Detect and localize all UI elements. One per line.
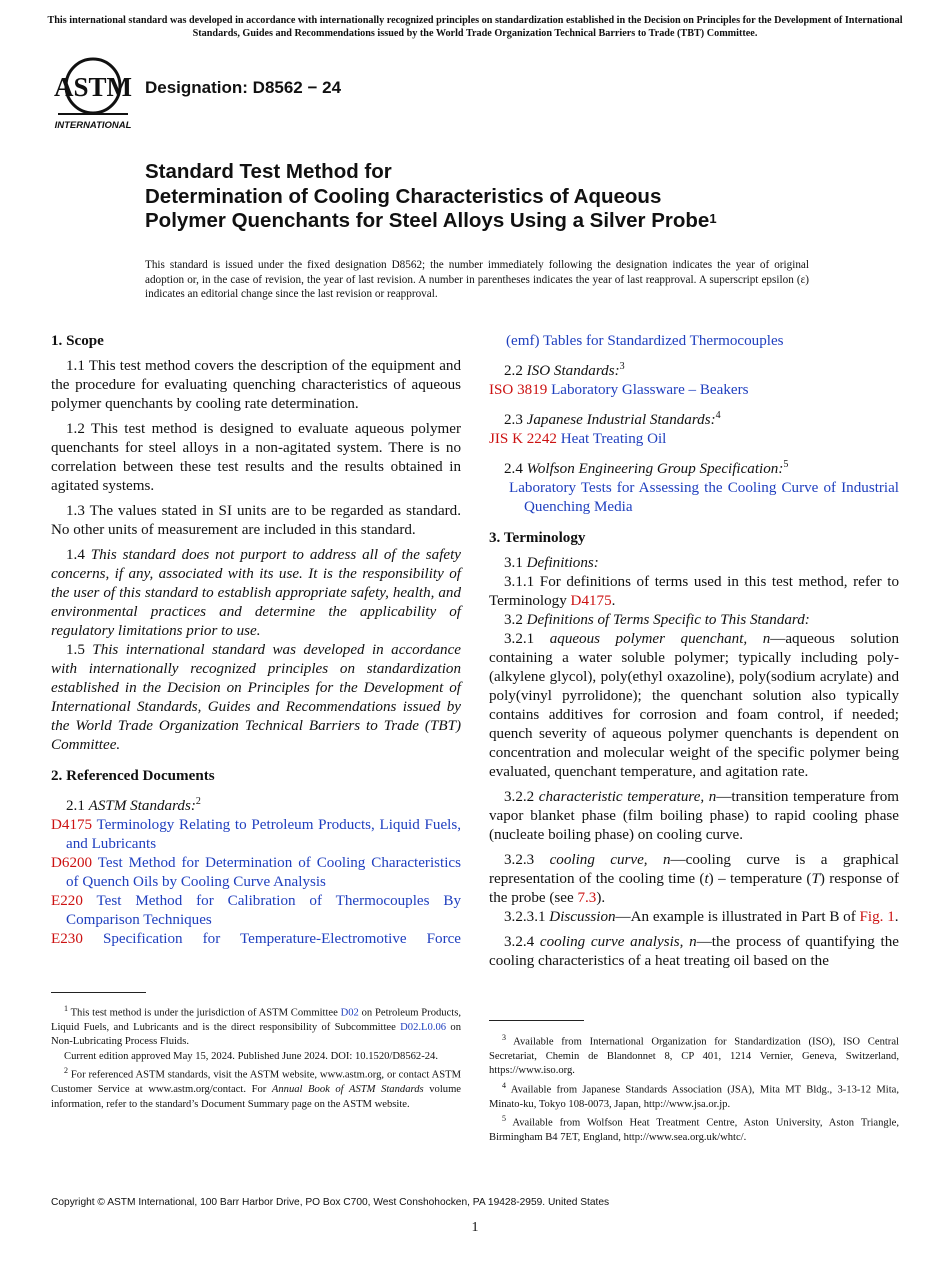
footnote-2: $^2$ For referenced ASTM standards, visit the ASTM website, www.astm.org, or contact ASTM Customer Service at www.astm.org/contact. For Annual Book of ASTM Standards volume information, refer to the standard’s Document Summary page on the ASTM website. — [51, 1066, 462, 1110]
logo-subtext: INTERNATIONAL — [54, 120, 132, 131]
left-column — [51, 332, 461, 949]
footnote-3: $^3$ Available from International Organization for Standardization (ISO), ISO Central Secretariat, Chemin de Blandonnet 8, CP 401, 1214 Vernier, Geneva, Switzerland, https://www.iso.org. — [489, 1033, 899, 1077]
para-3-2: 3.2 Definitions of Terms Specific to This Standard: — [504, 612, 810, 629]
para-3-1-1: 3.1.1 For definitions of terms used in this test method, refer to Terminology D4175. — [489, 574, 899, 610]
link-fig-1[interactable]: Fig. 1 — [859, 909, 895, 926]
link-d02[interactable]: D02 — [340, 1007, 359, 1019]
para-1-3: 1.3 The values stated in SI units are to be regarded as standard. No other units of measurement are included in this standard. — [51, 503, 461, 538]
section-heading-scope: 1. Scope — [51, 333, 104, 349]
ref-e220[interactable]: E220 Test Method for Calibration of Thermocouples By Comparison Techniques — [51, 893, 461, 929]
footnotes-left — [51, 1002, 461, 1112]
link-section-7-3[interactable]: 7.3 — [577, 890, 597, 907]
title-line-2: Determination of Cooling Characteristics of Aqueous — [145, 184, 662, 208]
page-number: 1 — [471, 1220, 479, 1235]
para-2-1: 2.1 ASTM Standards:$^2$ — [66, 796, 201, 815]
title-footnote-mark[interactable]: 1 — [709, 211, 717, 226]
ref-e230[interactable]: E230 Specification for Temperature-Electromotive Force — [51, 931, 461, 948]
para-1-5: 1.5 This international standard was developed in accordance with internationally recognized principles on standardization established in the Decision on Principles for the Development of International Standards, Guides and Recommendations issued by the World Trade Organization Technical Barriers to Trade (TBT) Committee. — [51, 642, 461, 753]
para-3-2-3: 3.2.3 cooling curve, n—cooling curve is a graphical representation of the cooling time (t) – temperature (T) response of the probe (see 7.3). — [489, 852, 900, 907]
ref-d6200[interactable]: D6200 Test Method for Determination of Cooling Characteristics of Quench Oils by Cooling Curve Analysis — [51, 855, 461, 891]
astm-logo — [52, 56, 134, 134]
designation-intro: This standard is issued under the fixed designation D8562; the number immediately following the designation indicates the year of original adoption or, in the case of revision, the year of last revision. A number in parentheses indicates the year of last reapproval. A superscript epsilon (ε) indicates an editorial change since the last revision or reapproval. — [145, 259, 809, 301]
copyright-line: Copyright © ASTM International, 100 Barr Harbor Drive, PO Box C700, West Conshohocken, PA 19428-2959. United States — [51, 1197, 610, 1208]
title-line-3: Polymer Quenchants for Steel Alloys Using a Silver Probe$^1$ — [145, 209, 717, 232]
para-3-2-1: 3.2.1 aqueous polymer quenchant, n—aqueous solution containing a water soluble polymer; typically including poly-(alkylene glycol), poly(ethyl oxazoline), poly(sodium acrylate) and poly(vinyl pyrrolidone); the quenchant solution also typically contains additives for corrosion and foam control, if needed; quench severity of aqueous polymer quenchants is dependent on concentration and molecular weight of the specific polymer being evaluated, quenchant temperature, and agitation rate. — [489, 631, 899, 781]
link-d02-l0-06[interactable]: D02.L0.06 — [400, 1021, 447, 1033]
link-d4175[interactable]: D4175 — [570, 593, 612, 610]
footnote-1-edition: Current edition approved May 15, 2024. Published June 2024. DOI: 10.1520/D8562-24. — [64, 1050, 438, 1062]
document-title — [145, 160, 845, 234]
section-heading-terminology: 3. Terminology — [489, 530, 586, 547]
title-line-1: Standard Test Method for — [145, 160, 392, 183]
ref-d4175[interactable]: D4175 Terminology Relating to Petroleum Products, Liquid Fuels, and Lubricants — [51, 817, 461, 853]
para-2-4: 2.4 Wolfson Engineering Group Specification:$^5$ — [504, 459, 789, 478]
para-2-2: 2.2 ISO Standards:$^3$ — [504, 361, 625, 380]
para-3-1: 3.1 Definitions: — [504, 555, 599, 572]
tbt-notice: This international standard was developed in accordance with internationally recognized principles on standardization established in the Decision on Principles for the Development of International Standards, Guides and Recommendations issued by the World Trade Organization Technical Barriers to Trade (TBT) Committee. — [47, 15, 903, 39]
designation: Designation: D8562 − 24 — [145, 78, 342, 97]
para-3-2-2: 3.2.2 characteristic temperature, n—transition temperature from vapor blanket phase (film boiling phase) to rapid cooling phase (nucleate boiling phase) on cooling curve. — [489, 789, 899, 844]
footnote-5: $^5$ Available from Wolfson Heat Treatment Centre, Aston University, Aston Triangle, Birmingham B4 7ET, England, http://www.sea.org.uk/whtc/. — [489, 1114, 899, 1144]
para-1-2: 1.2 This test method is designed to evaluate aqueous polymer quenchants for steel alloys in a non-agitated system. There is no correlation between these test results and the results obtained in agitated systems. — [51, 421, 461, 494]
ref-iso-3819[interactable]: ISO 3819 Laboratory Glassware – Beakers — [489, 382, 749, 399]
ref-wolfson[interactable]: Laboratory Tests for Assessing the Cooling Curve of Industrial Quenching Media — [509, 480, 899, 516]
ref-jis-k-2242[interactable]: JIS K 2242 Heat Treating Oil — [489, 431, 667, 448]
footnotes-right — [489, 1031, 899, 1145]
ref-e230-continued[interactable]: (emf) Tables for Standardized Thermocouples — [506, 333, 784, 349]
footnote-rule-left — [51, 992, 146, 993]
section-heading-referenced-documents: 2. Referenced Documents — [51, 768, 215, 784]
para-3-2-3-1: 3.2.3.1 Discussion—An example is illustrated in Part B of Fig. 1. — [504, 909, 899, 926]
footnote-rule-right — [489, 1020, 584, 1021]
astm-logo-icon — [52, 56, 134, 134]
logo-text: ASTM — [53, 72, 133, 102]
right-column — [489, 332, 899, 971]
para-1-4: 1.4 This standard does not purport to address all of the safety concerns, if any, associated with its use. It is the responsibility of the user of this standard to establish appropriate safety, health, and environmental practices and determine the applicability of regulatory limitations prior to use. — [51, 547, 461, 639]
para-2-3: 2.3 Japanese Industrial Standards:$^4$ — [504, 410, 721, 429]
para-1-1: 1.1 This test method covers the description of the equipment and the procedure for evaluating quenching characteristics of aqueous polymer quenchants by cooling rate determination. — [51, 358, 461, 412]
footnote-4: $^4$ Available from Japanese Standards Association (JSA), Mita MT Bldg., 3-13-12 Mita, Minato-ku, Tokyo 108-0073, Japan, http://www.jsa.or.jp. — [489, 1080, 899, 1110]
para-3-2-4: 3.2.4 cooling curve analysis, n—the process of quantifying the cooling characteristics of a heat treating oil based on the — [489, 934, 899, 970]
footnote-1: $^1$ This test method is under the jurisdiction of ASTM Committee D02 on Petroleum Products, Liquid Fuels, and Lubricants and is the direct responsibility of Subcommittee D02.L0.06 on Non-Lubricating Process Fluids. — [51, 1004, 462, 1048]
